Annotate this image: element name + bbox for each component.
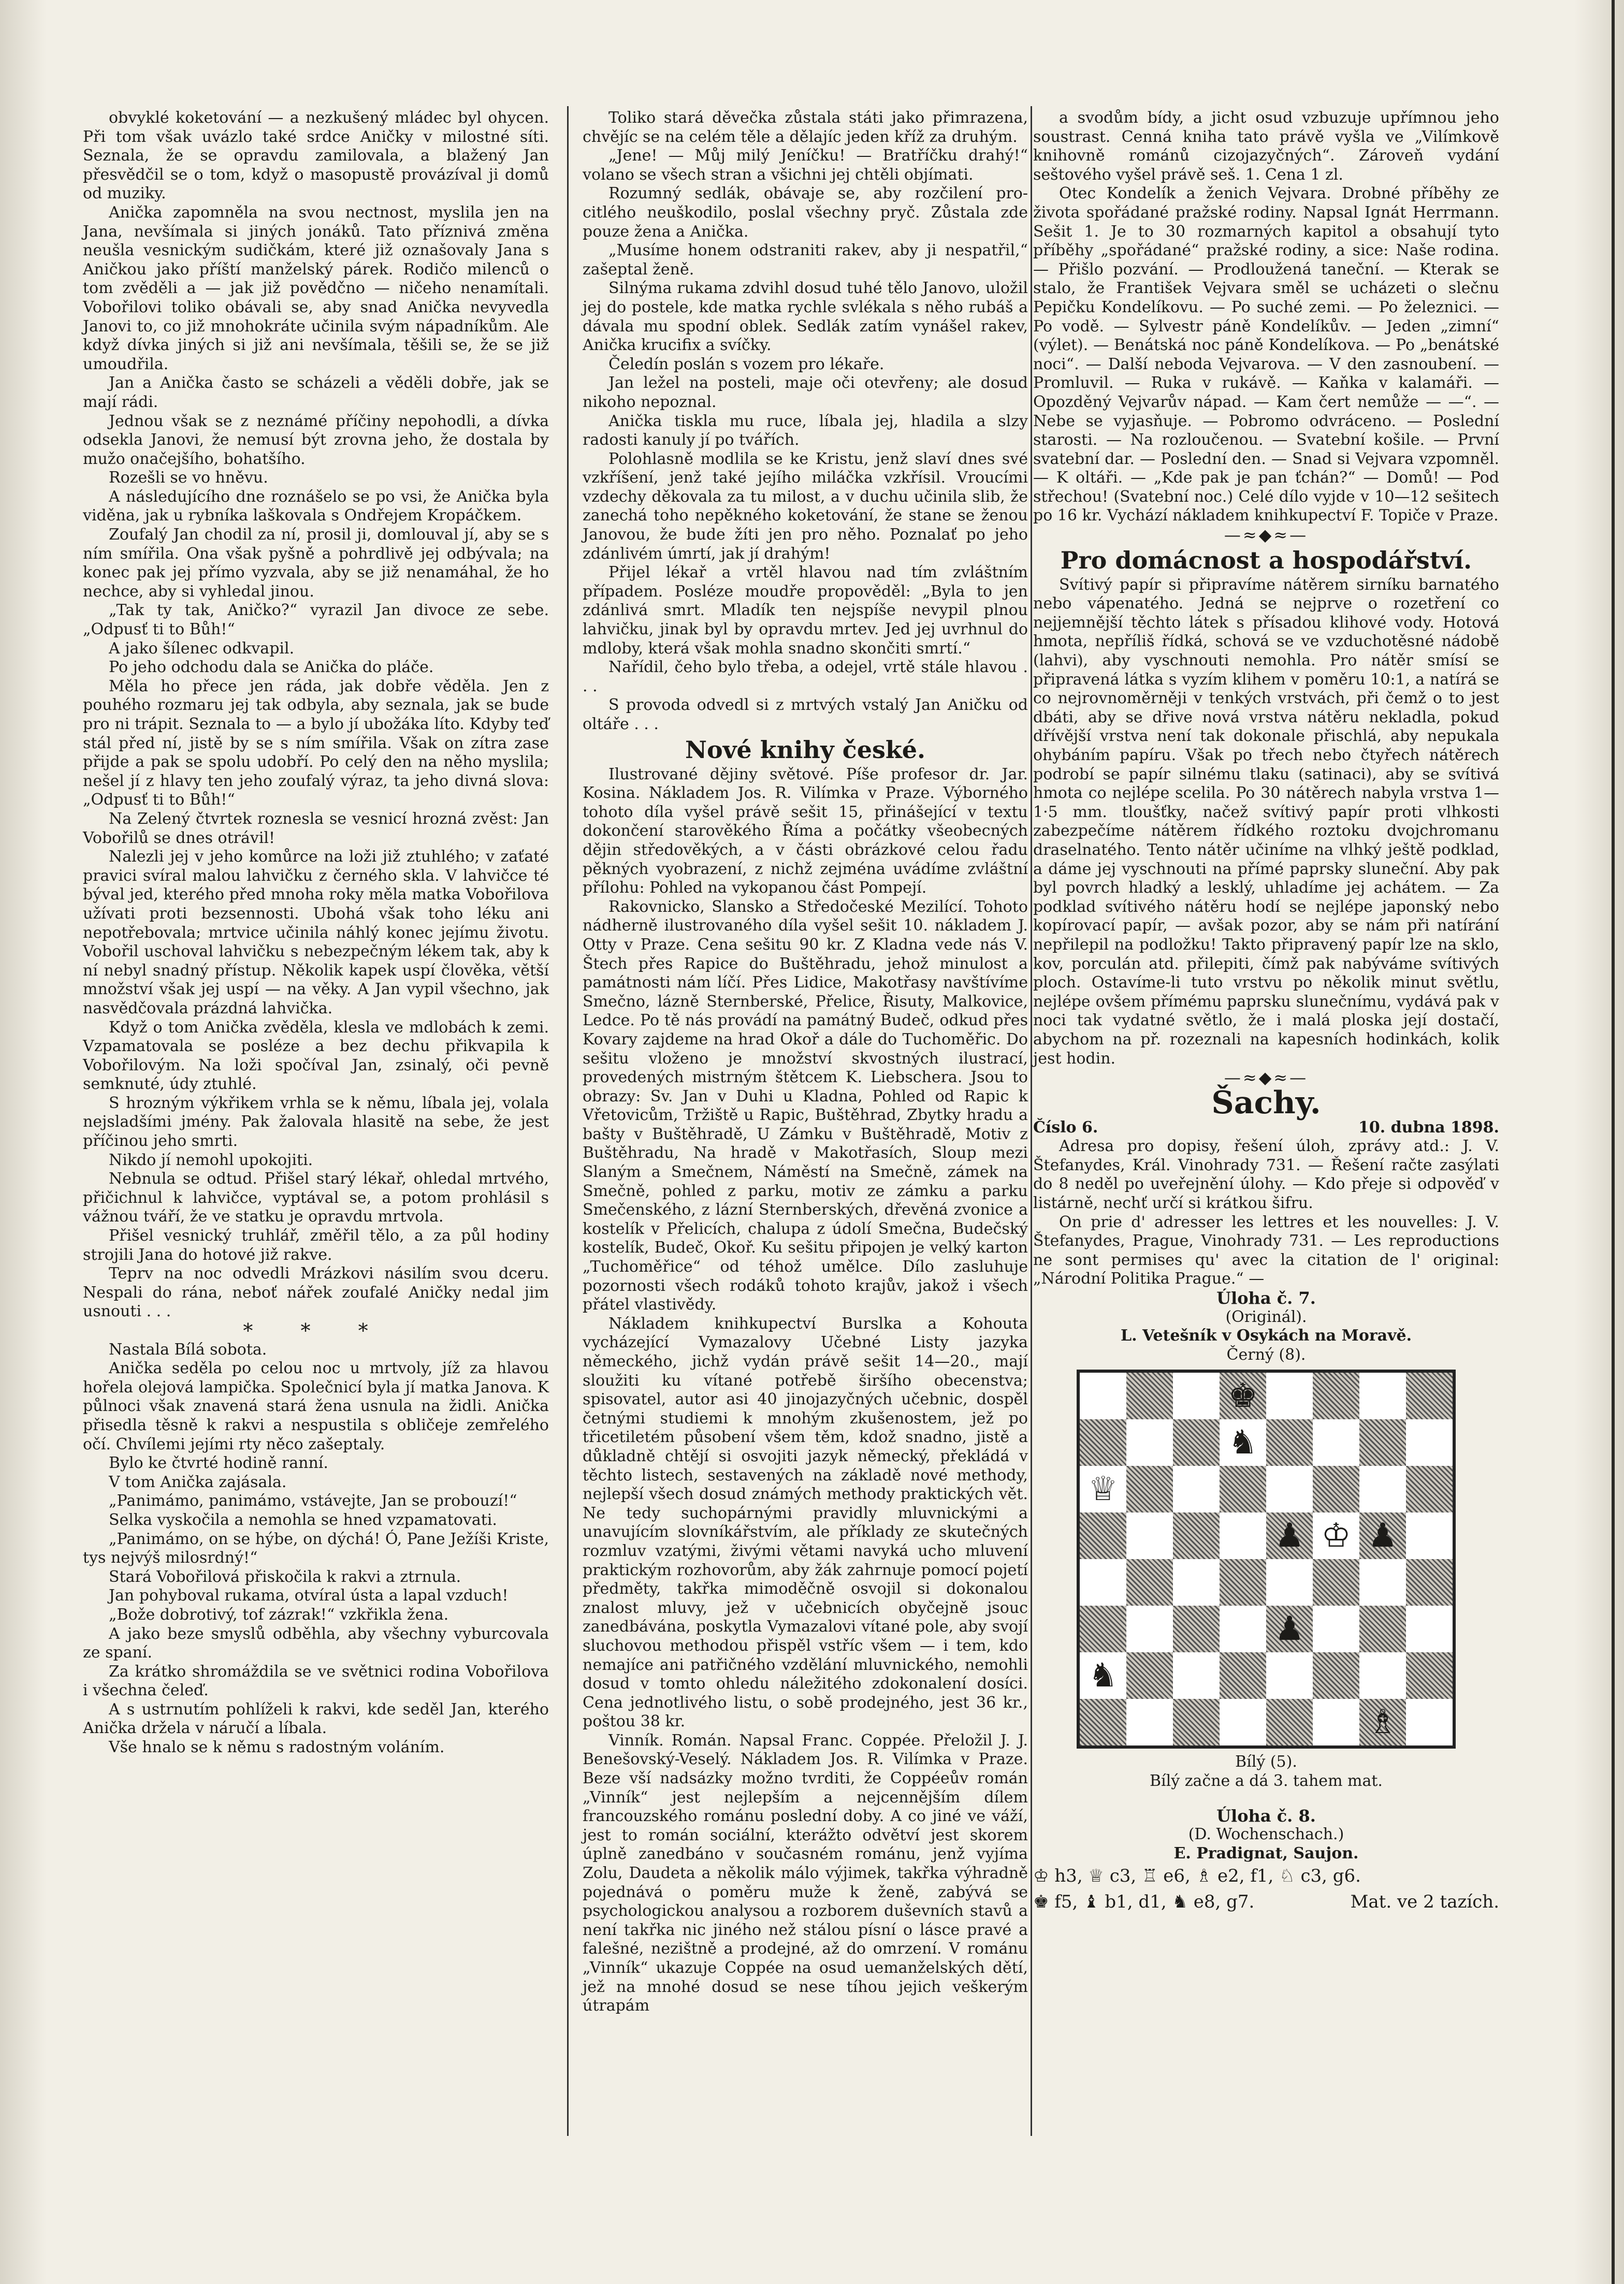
story-paragraph: Čeledín poslán s vozem pro lékaře. [608,355,885,373]
chess-piece: ♕ [1088,1470,1118,1509]
chess-square [1126,1466,1173,1512]
story-paragraph: Nastala Bílá sobota. [109,1340,267,1359]
story-paragraph: Anička tiskla mu ruce, líbala jej, hladila a slzy radosti kanuly jí po tvářích. [583,412,1028,449]
chess-square [1220,1559,1266,1606]
chess-square [1080,1606,1126,1652]
story-paragraph: „Bože dobrotivý, tof zázrak!“ vzkřikla žena. [109,1605,449,1624]
story-paragraph: Polohlasně modlila se ke Kristu, jenž slaví dnes své vzkříšení, jenž také jejího miláčka vzkřísil. Vroucími vzdechy děkovala za tu milost, a v duchu učinila slib, že zanechá toho nepěkného koketování, že stane se ženou Janovou, že bude žíti jen pro něho. Poznalať po jeho zdánlivém úmrtí, jak jí drahým! [583,449,1028,563]
chess-square [1406,1559,1453,1606]
chess-square [1080,1466,1126,1512]
chess-square [1080,1512,1126,1559]
home-paragraph: Svítivý papír si připravíme nátěrem sirníku barnatého nebo vápenatého. Jedná se nejprve o rozetření co nejjemnější těchto látek s přísadou klihové vody. Hotová hmota, nepříliš řídká, schová se ve vzduchotěsné nádobě (lahvi), aby vyschnouti nemohla. Pro nátěr smísí se připravená látka s vyzím klihem v poměru 10:1, a natírá se co nejrovnoměrněji v tenkých vrstvách, při čemž o to jest dbáti, aby se dřive nová vrstva nátěru nekladla, pokud dřívější vrstva není tak dokonale přischlá, aby nepukala ohybáním papíru. Však po třech nebo čtyřech nátěrech podrobí se papír silnému tlaku (satinaci), aby se svítivá hmota co nejlépe scelila. Po 30 nátěrech nabyla vrstva 1—1·5 mm. tloušťky, načež svítivý papír proti vlhkosti zabezpečíme nátěrem řídkého roztoku dvojchromanu draselnatého. Tento nátěr učiníme na vlhký ještě podklad, a dáme jej vyschnouti na přímé paprsky sluneční. Aby pak byl povrch hladký a lesklý, uhladíme jej achátem. — Za podklad svítivého nátěru hodí se nejlépe japonský nebo kopírovací papír, — avšak pozor, aby se nám při natírání nepřilepil na podložku! Takto připravený papír lze na sklo, kov, porculán atd. přilepiti, čímž pak nabýváme svítivých ploch. Ostavíme-li tuto vrstvu po několik minut světlu, nejlépe ovšem přímému paprsku slunečnímu, vydává pak v noci tak vydatné světlo, že i malá ploska její dostačí, abychom na př. rozeznali na kapesních hodinkách, kolik jest hodin. [1033,575,1499,1068]
book-review: Vinník. Román. Napsal Franc. Coppée. Přeložil J. J. Benešovský-Veselý. Nákladem Jos. R. Vilímka v Praze. Beze vší nadsázky možno tvrditi, že Coppéeův román „Vinník“ jest nejlepším a nejcennějším dílem francouzského románu poslední doby. A co jiné ve váží, jest to román sociální, kterážto odvětví jest skorem úplně zanedbáno v současném románu, jenž vyjíma Zolu, Daudeta a několik málo výjimek, takřka výhradně pojednává o poměru muže k ženě, zabývá se psychologickou analysou a rozborem duševních stavů a není takřka nic jiného než stálou písní o lásce pravé a falešné, nezištně a prodejné, až do omrzení. V románu „Vinník“ ukazuje Coppée na osud uemanželských dětí, jež na mnohé dosud se nese tíhou jejich veškerým útrapám [583,1731,1028,2015]
chess-square [1406,1512,1453,1559]
chess-square [1266,1652,1313,1699]
story-paragraph: Silnýma rukama zdvihl dosud tuhé tělo Janovo, uložil jej do postele, kde matka rychle svlékala s něho rubáš a dávala mu spodní oblek. Sedlák zatím vynášel rakev, Anička krucifix a svíčky. [583,279,1028,355]
page-right-border [1612,0,1615,2284]
chess-note: Adresa pro dopisy, řešení úloh, zprávy atd.: J. V. Štefanydes, Král. Vinohrady 731. — Řešení račte zasýlati do 8 neděl po uveřejnění úlohy. — Kdo přeje si odpověď v listárně, nechť určí si krátkou šifru. [1033,1137,1499,1213]
story-paragraph: Rozumný sedlák, obávaje se, aby rozčilení pro-citlého neuškodilo, poslal všechny pryč. Zůstala zde pouze žena a Anička. [583,184,1028,241]
chess-square [1080,1373,1126,1419]
section-divider-stars: * * * [243,1319,389,1342]
problem8-author: E. Pradignat, Saujon. [1173,1844,1359,1863]
story-paragraph: A jako šílenec odkvapil. [109,639,295,658]
chess-note: On prie d' adresser les lettres et les nouvelles: J. V. Štefanydes, Prague, Vinohrady 731. — Les reproductions ne sont permises qu' avec la citation de l' original: „Národní Politika Prague.“ — [1033,1213,1499,1288]
story-paragraph: Vše hnalo se k němu s radostným voláním. [109,1738,445,1757]
chess-square [1406,1652,1453,1699]
story-paragraph: Jan a Anička často se scházeli a věděli dobře, jak se mají rádi. [83,374,549,411]
story-ending-paragraphs [583,109,1028,734]
story-paragraph: Teprv na noc odvedli Mrázkovi násilím svou dceru. Nespali do rána, neboť nářek zoufalé Aničky nedal jim usnouti . . . [83,1264,549,1321]
problem7-sub: (Originál). [1225,1307,1307,1326]
story-paragraph: A s ustrnutím pohlíželi k rakvi, kde seděl Jan, kterého Anička držela v náručí a líbala. [83,1700,549,1738]
story-paragraph: „Panimámo, panimámo, vstávejte, Jan se probouzí!“ [109,1492,517,1510]
chess-piece: ♚ [1228,1377,1258,1416]
chess-piece: ♞ [1088,1656,1118,1695]
story-paragraph: Nařídil, čeho bylo třeba, a odejel, vrtě stále hlavou . . . [583,658,1028,695]
story-paragraph: Přišel vesnický truhlář, změřil tělo, a za půl hodiny strojili Jana do hotové již rakve. [83,1227,549,1264]
story-paragraph: Když o tom Anička zvěděla, klesla ve mdlobách k zemi. Vzpamatovala se posléze a bez dechu přikvapila k Vobořilovým. Na loži spočíval Jan, zsinalý, oči pevně semknuté, údy ztuhlé. [83,1018,549,1094]
chess-info [1033,1137,1499,1289]
chess-square [1080,1559,1126,1606]
story-paragraphs [83,109,549,1321]
story-paragraph: obvyklé koketování — a nezkušený mládec byl ohycen. Při tom však uvázlo také srdce Aničky v milostné síti. Seznala, že se opravdu zamilovala, a blažený Jan přesvědčil se o tom, když o masopustě provázíval ji domů od muziky. [83,109,549,203]
story-paragraph: S provoda odvedl si z mrtvých vstalý Jan Aničku od oltáře . . . [583,696,1028,733]
chess-square [1313,1652,1359,1699]
chess-square [1173,1559,1220,1606]
problem8-title: Úloha č. 8. [1216,1806,1316,1826]
problem7-title: Úloha č. 7. [1216,1288,1316,1308]
home-paragraphs [1033,576,1499,1068]
chess-square [1126,1512,1173,1559]
chess-number: Číslo 6. [1033,1118,1098,1137]
book-review: Nákladem knihkupectví Burslka a Kohouta vycházející Vymazalovy Učebné Listy jazyka německého, jichž vydán právě sešit 14—20., mají sloužiti ku vítané potřebě širšího obecenstva; spisovatel, autor asi 40 jinojazyčných učebnic, dospěl četnými studiemi k mnohým zkušenostem, jež po třicetiletém působení všem těm, kdož snadno, jistě a důkladně chtějí si osvojiti jazyk německý, překládá v těchto listech, sestavených na základě nové methody, nejlepší všech dosud známých methody praktických vět. Ne tedy suchopárnými pravidly mluvnickými a unavujícím slovníkářstvím, ale příklady ze skutečných rozmluv vzatými, živými větami navyká ucho mluvení praktickým rozhovorům, aby žák zahrnuje pomocí pojetí předměty, takřka mimoděčně osvojil si dokonalou znalost mluvy, jež v učebnicích obyčejně jsouc zanedbávána, poskytla Vymazalovi vítané pole, aby svojí sluchovou methodou přispěl vstříc všem — i tem, kdo nemajíce ani patřičného vzdělání mluvnického, nemohli dosud v tomto ohledu náležitého zdokonalení dosíci. Cena jednotlivého listu, o sobě prodejného, jest 36 kr., poštou 38 kr. [583,1314,1028,1731]
chess-square [1173,1419,1220,1466]
story-paragraph: S hrozným výkřikem vrhla se k němu, líbala jej, volala nejsladšími jmény. Pak žalovala hlasitě na sebe, že jest příčinou jeho smrti. [83,1094,549,1151]
book-review: Rakovnicko, Slansko a Středočeské Mezilící. Tohoto nádherně ilustrovaného díla vyšel sešit 10. nákladem J. Otty v Praze. Cena sešitu 90 kr. Z Kladna vede nás V. Štech přes Rapice do Buštěhradu, jehož minulost a památnosti nám líčí. Přes Lidice, Makotřasy navštívíme Smečno, lázně Sternberské, Přelice, Řisuty, Malkovice, Ledce. Po tě nás provádí na památný Budeč, odkud přes Kovary zajdeme na hrad Okoř a dále do Tuchoměřic. Do sešitu vloženo je množství skvostných ilustrací, provedených mistrným štětcem K. Liebschera. Jsou to obrazy: Sv. Jan v Duhi u Kladna, Pohled od Rapic k Vřetovicům, Tržiště u Rapic, Buštěhrad, Zbytky hradu a bašty v Buštěhradě, U Zámku v Buštěhradě, Motiv z Buštěhradu, Na hradě v Makotřasích, Sloup mezi Slaným a Smečnem, Náměstí na Smečně, zámek na Smečně, pohled z parku, motiv ze zámku a parku Smečenského, z lázní Sternberských, dřevěná zvonice a kostelík v Přelicích, chalupa z údolí Smečna, Budečský kostelík, Budeč, Okoř. Ku sešitu připojen je velký karton „Tuchoměřice“ od téhož umělce. Dílo zasluhuje pozornosti všech rodáků tohoto krajův, jakož i všech přátel vlastivědy. [583,897,1028,1314]
story-paragraph: Přijel lékař a vrtěl hlavou nad tím zvláštním případem. Posléze moudře propověděl: „Byla to jen zdánlivá smrt. Mladík ten nejspíše nevypil plnou lahvičku, jinak byl by opravdu mrtev. Jed jej uvrhnul do mdloby, která však mohla snadno skončiti smrtí.“ [583,563,1028,658]
story-paragraph: Jednou však se z neznámé příčiny nepohodli, a dívka odsekla Janovi, že nemusí být zrovna jeho, že dostala by mužo onačejšího, bohatšího. [83,412,549,468]
chess-square [1080,1652,1126,1699]
chess-square [1406,1606,1453,1652]
problem7-white: Bílý (5). [1235,1753,1297,1771]
chess-square [1406,1699,1453,1745]
chess-square [1359,1466,1406,1512]
story-paragraph: Po jeho odchodu dala se Anička do pláče. [109,658,434,677]
book-review: Ilustrované dějiny světové. Píše profesor dr. Jar. Kosina. Nákladem Jos. R. Vilímka v Praze. Výborného tohoto díla vyšel právě sešit 15, přinášející v textu dokončení starověkého Říma a počátky všeobecných dějin středověkých, a v části obrázkové celou řadu pěkných vyobrazení, z nichž zejména uvádíme zvláštní přílohu: Pohled na vykopanou část Pompejí. [583,765,1028,897]
chess-square [1220,1419,1266,1466]
chess-square [1173,1652,1220,1699]
story-paragraph: „Panimámo, on se hýbe, on dýchá! Ó, Pane Ježíši Kriste, tys nejvýš milosrdný!“ [83,1530,549,1567]
chess-square [1126,1652,1173,1699]
story-paragraph: Jan pohyboval rukama, otvíral ústa a lapal vzduch! [109,1587,509,1605]
story-paragraph: A následujícího dne roznášelo se po vsi, že Anička byla viděna, jak u rybníka laškovala s Ondřejem Kropáčkem. [83,487,549,525]
story-paragraph: A jako beze smyslů odběhla, aby všechny vyburcovala ze spaní. [83,1624,549,1662]
chess-square [1220,1699,1266,1745]
story-paragraph: Anička seděla po celou noc u mrtvoly, jíž za hlavou hořela olejová lampička. Společnicí byla jí matka Janova. K půlnoci však znavená stará žena usnula na židli. Anička přisedla těsně k rakvi a nespustila s obličeje zemřelého očí. Chvílemi jejími rty něco zašeptaly. [83,1359,549,1453]
chess-square [1266,1466,1313,1512]
chess-square [1313,1512,1359,1559]
books-heading: Nové knihy české. [685,735,926,764]
column-rule-1 [567,106,569,2136]
chess-square [1406,1466,1453,1512]
chess-date: 10. dubna 1898. [1358,1118,1499,1137]
chess-square [1220,1466,1266,1512]
chess-square [1359,1559,1406,1606]
story-paragraph: Toliko stará děvečka zůstala státi jako přimrazena, chvějíc se na celém těle a dělajíc jeden kříž za druhým. [583,109,1028,146]
story-paragraph: „Jene! — Můj milý Jeníčku! — Bratříčku drahý!“ volano se všech stran a všichni jej chtěli objímati. [583,147,1028,184]
chess-square [1359,1652,1406,1699]
book-reviews-continued [1033,109,1499,526]
chess-square [1359,1512,1406,1559]
problem8-black-pieces [1033,1889,1499,1915]
story-paragraph: Měla ho přece jen ráda, jak dobře věděla. Jen z pouhého rozmaru jej tak odbyla, aby seznala, jak se bude pro ni trápit. Seznala to — a bylo jí ubožáka líto. Kdyby teď stál před ní, jistě by se s ním smířila. Však on zítra zase přijde a pak se spolu udobří. Po celý den na něho myslila; nešel jí z hlavy ten jeho zoufalý výraz, ta jeho divná slova: „Odpusť ti to Bůh!“ [83,677,549,809]
chess-square [1266,1559,1313,1606]
problem8-white-pieces: ♔ h3, ♕ c3, ♖ e6, ♗ e2, f1, ♘ c3, g6. [1033,1866,1361,1887]
chess-square [1173,1699,1220,1745]
chess-square [1406,1373,1453,1419]
chess-square [1173,1606,1220,1652]
chess-square [1313,1466,1359,1512]
story-paragraph: „Tak ty tak, Aničko?“ vyrazil Jan divoce ze sebe. „Odpusť ti to Bůh!“ [83,601,549,639]
story-paragraph: Bylo ke čtvrté hodině ranní. [109,1454,328,1473]
chess-square [1313,1373,1359,1419]
chess-piece: ♟ [1274,1517,1304,1555]
chess-square [1220,1606,1266,1652]
chess-piece: ♟ [1274,1610,1304,1649]
chess-heading: Šachy. [1211,1084,1321,1121]
story-paragraph: Za krátko shromáždila se ve světnici rodina Vobořilova i všechna čeleď. [83,1662,549,1700]
chess-square [1126,1699,1173,1745]
chess-square [1173,1512,1220,1559]
chess-piece: ♗ [1368,1703,1398,1742]
problem7-task: Bílý začne a dá 3. tahem mat. [1150,1772,1383,1790]
problem8-sub: (D. Wochenschach.) [1188,1825,1344,1844]
column-1-story [83,109,549,1757]
chess-square [1080,1419,1126,1466]
chess-square [1220,1373,1266,1419]
book-review: a svodům bídy, a jicht osud vzbuzuje upřímnou jeho soustrast. Cenná kniha tato právě vyšla ve „Vilímkově knihovně románů cizojazyčných“. Zároveň vydání seštového vyšel právě seš. 1. Cena 1 zl. [1033,109,1499,184]
chess-square [1266,1606,1313,1652]
chess-square [1126,1373,1173,1419]
column-2 [583,109,1028,2016]
chess-square [1313,1699,1359,1745]
chess-square [1266,1419,1313,1466]
story-paragraph: Zoufalý Jan chodil za ní, prosil ji, domlouval jí, aby se s ním smířila. Ona však pyšně a pohrdlivě jej odbývala; na konec pak jej přímo vyzvala, aby se již nenamáhal, že ho nechce, aby si vyhledal jinou. [83,526,549,601]
story-paragraph: Jan ležel na posteli, maje oči otevřeny; ale dosud nikoho nepoznal. [583,374,1028,411]
story-paragraph: Selka vyskočila a nemohla se hned vzpamatovati. [109,1510,497,1529]
chess-piece: ♔ [1321,1517,1351,1555]
chess-square [1359,1606,1406,1652]
chess-square [1080,1699,1126,1745]
story-paragraph: „Musíme honem odstraniti rakev, aby ji nespatřil,“ zašeptal ženě. [583,241,1028,279]
chess-square [1359,1419,1406,1466]
story-paragraph: Rozešli se vo hněvu. [109,469,268,487]
chess-square [1359,1699,1406,1745]
chess-square [1126,1559,1173,1606]
chess-square [1220,1652,1266,1699]
story-paragraph: Anička zapomněla na svou nectnost, myslila jen na Jana, nevšímala si jiných jonáků. Tato příznivá změna neušla vesnickým sudičkám, které již oznašovaly Jana s Aničkou jako příští manželský párek. Rodičo milenců o tom zvěděli a — jak již povědčno — ničeho nenamítali. Vobořilovi toliko obávali se, aby snad Anička nevyvedla Janovi to, co již mnohokráte učinila svým nápadníkům. Ale když dívka jiných si již ani nevšímala, těšili se, že se již umoudřila. [83,203,549,373]
ornament-divider: —≈◆≈— [1224,525,1309,545]
column-3 [1033,109,1499,1915]
chess-square [1173,1373,1220,1419]
book-reviews [583,765,1028,2016]
chess-issue-line [1033,1118,1499,1138]
chess-square [1220,1512,1266,1559]
story-paragraph: Nikdo jí nemohl upokojiti. [109,1151,313,1169]
story-paragraph: Nebnula se odtud. Přišel starý lékař, ohledal mrtvého, přičichnul k lahvičce, vyptával se, a potom prohlásil s vážnou tváří, že ve statku je opravdu mrtvola. [83,1170,549,1226]
chess-square [1173,1466,1220,1512]
story-paragraphs-continued [83,1341,549,1757]
problem8-black-line: ♚ f5, ♝ b1, d1, ♞ e8, g7. [1033,1892,1255,1913]
problem8-task: Mat. ve 2 tazích. [1350,1892,1499,1913]
book-review: Otec Kondelík a ženich Vejvara. Drobné příběhy ze života spořádané pražské rodiny. Napsal Ignát Herrmann. Sešit 1. Je to 30 rozmarných kapitol a obsahují tyto příběhy „spořádané“ pražské rodiny, a sice: Naše rodina. — Přišlo pozvání. — Prodloužená taneční. — Kterak se stalo, že František Vejvara směl se ucházeti o slečnu Pepičku Kondelíkovu. — Po suché zemi. — Po železnici. — Po vodě. — Sylvestr páně Kondelíkův. — Jeden „zimní“ (výlet). — Benátská noc páně Kondelíkova. — Po „benátské noci“. — Další neboda Vejvarova. — V den zasnoubení. — Promluvil. — Ruka v rukávě. — Kaňka v kalamáři. — Opozděný Vejvarův nápad. — Kam čert nemůže — —“. — Nebe se vyjasňuje. — Pobromo odvráceno. — Poslední starosti. — Na rozloučenou. — Svatební košile. — První svatební dar. — Poslední den. — Snad si Vejvara vzpomněl. — K oltáři. — „Kde pak je pan ťchán?“ — Domů! — Pod střechou! (Svatební noc.) Celé dílo vyjde v 10—12 sešitech po 16 kr. Vychází nákladem knihkupectví F. Topiče v Praze. [1033,184,1499,525]
chess-square [1406,1419,1453,1466]
chess-square [1313,1559,1359,1606]
chess-square [1359,1373,1406,1419]
chess-board [1077,1370,1456,1749]
problem7-author: L. Vetešník v Osykách na Moravě. [1120,1327,1412,1345]
home-heading: Pro domácnost a hospodářství. [1060,546,1472,574]
chess-piece: ♞ [1228,1423,1258,1462]
column-rule-2 [1031,106,1032,2136]
story-paragraph: Nalezli jej v jeho komůrce na loži již ztuhlého; v zaťaté pravici svíral malou lahvičku z černého skla. V lahvičce té býval jed, kterého před mnoha roky měla matka Vobořilova užívati proti bezsennosti. Ubohá však toho léku ani nepotřebovala; mrtvice učinila náhlý konec jejímu životu. Vobořil uschoval lahvičku s nebezpečným lékem tak, aby k ní nebyl snadný přístup. Několik kapek uspí člověka, větší množství však jej uspí — na věky. A Jan vypil všechno, jak nasvědčovala prázdná lahvička. [83,848,549,1017]
chess-piece: ♟ [1368,1517,1398,1555]
chess-square [1126,1419,1173,1466]
chess-square [1313,1606,1359,1652]
problem7-black: Černý (8). [1226,1345,1306,1364]
ornament-divider-2: —≈◆≈— [1224,1068,1309,1088]
story-paragraph: Na Zelený čtvrtek roznesla se vesnicí hrozná zvěst: Jan Vobořilů se dnes otrávil! [83,809,549,847]
chess-square [1266,1373,1313,1419]
chess-square [1266,1512,1313,1559]
chess-square [1126,1606,1173,1652]
story-paragraph: Stará Vobořilová přiskočila k rakvi a ztrnula. [109,1567,461,1586]
chess-square [1266,1699,1313,1745]
chess-square [1313,1419,1359,1466]
story-paragraph: V tom Anička zajásala. [109,1473,287,1491]
